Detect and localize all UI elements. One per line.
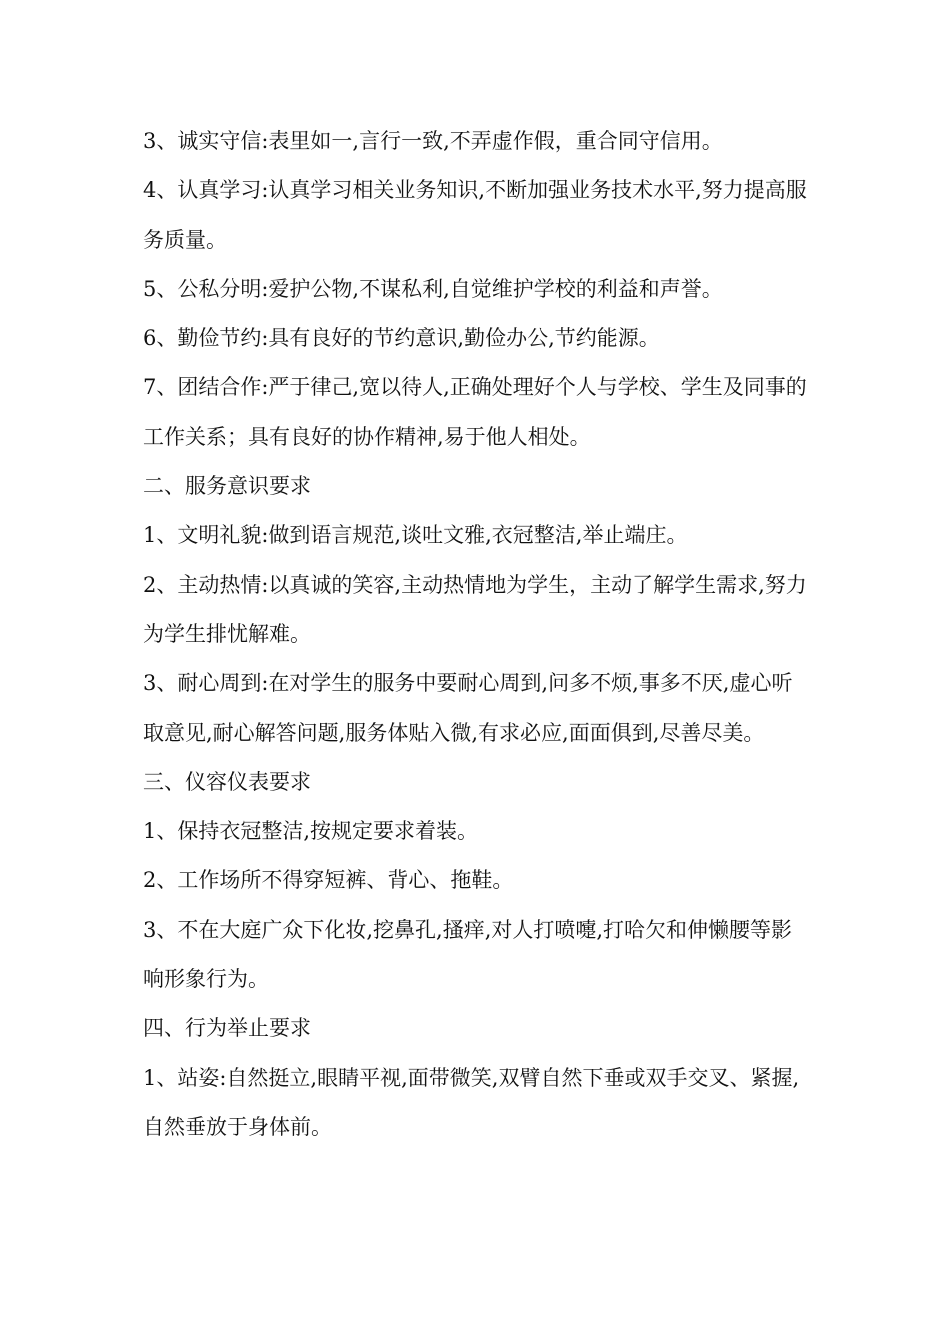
item-honesty: 3、诚实守信:表里如一,言行一致,不弄虚作假，重合同守信用。 (143, 129, 723, 153)
section-heading-behavior: 四、行为举止要求 (143, 1016, 311, 1041)
item-public-manners: 3、不在大庭广众下化妆,挖鼻孔,搔痒,对人打喷嚏,打哈欠和伸懒腰等影响形象行为。 (143, 917, 793, 992)
item-thrift: 6、勤俭节约:具有良好的节约意识,勤俭办公,节约能源。 (143, 326, 660, 351)
item-courtesy: 1、文明礼貌:做到语言规范,谈吐文雅,衣冠整洁,举止端庄。 (143, 523, 688, 548)
item-attire: 1、保持衣冠整洁,按规定要求着装。 (143, 819, 479, 844)
item-dress-code: 2、工作场所不得穿短裤、背心、拖鞋。 (143, 868, 514, 893)
section-heading-service: 二、服务意识要求 (143, 474, 311, 499)
item-standing-posture: 1、站姿:自然挺立,眼睛平视,面带微笑,双臂自然下垂或双手交叉、紧握,自然垂放于身体前。 (143, 1065, 800, 1139)
section-heading-appearance: 三、仪容仪表要求 (143, 769, 311, 794)
item-teamwork: 7、团结合作:严于律己,宽以待人,正确处理好个人与学校、学生及同事的工作关系；具有良好的协作精神,易于他人相处。 (143, 375, 807, 449)
item-patience: 3、耐心周到:在对学生的服务中要耐心周到,问多不烦,事多不厌,虚心听取意见,耐心解答问题,服务体贴入微,有求必应,面面俱到,尽善尽美。 (143, 671, 793, 745)
item-study: 4、认真学习:认真学习相关业务知识,不断加强业务技术水平,努力提高服务质量。 (143, 178, 807, 252)
item-public-private: 5、公私分明:爱护公物,不谋私利,自觉维护学校的利益和声誉。 (143, 276, 723, 301)
document-page (143, 117, 813, 1152)
item-initiative: 2、主动热情:以真诚的笑容,主动热情地为学生，主动了解学生需求,努力为学生排忧解难。 (143, 572, 807, 646)
